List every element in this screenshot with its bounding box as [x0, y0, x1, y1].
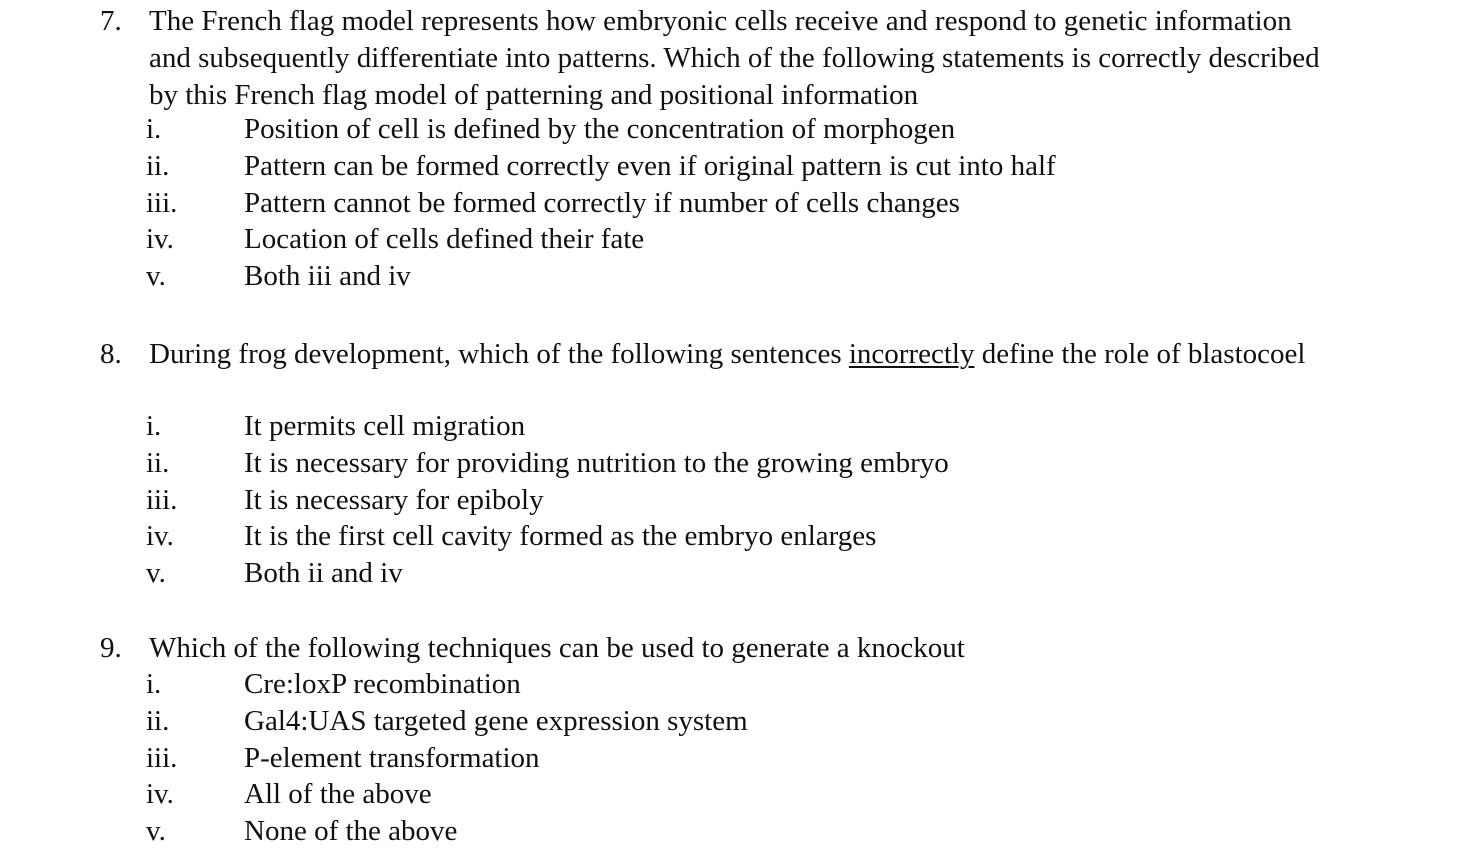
question-stem [0, 336, 1482, 373]
option-text: Pattern can be formed correctly even if original pattern is cut into half [244, 149, 1056, 182]
option-text: It permits cell migration [244, 410, 526, 442]
option-item [0, 111, 1482, 148]
underlined-word: incorrectly [848, 338, 975, 370]
option-text: P-element transformation [244, 741, 540, 774]
question-text-before: During frog development, which of the following sentences [149, 338, 849, 370]
option-list [0, 666, 1482, 850]
question-8 [0, 336, 1482, 592]
question-text-line: by this French flag model of patterning and positional information [149, 79, 919, 111]
option-item [0, 148, 1482, 185]
option-label: iii. [146, 483, 178, 516]
option-item [0, 445, 1482, 482]
option-label: iii. [146, 186, 178, 219]
option-item [0, 258, 1482, 295]
question-number: 7. [100, 5, 122, 37]
option-item [0, 221, 1482, 258]
option-label: ii. [146, 704, 170, 737]
option-text: None of the above [244, 815, 458, 848]
option-item [0, 666, 1482, 703]
question-stem [0, 630, 1482, 667]
option-list [0, 408, 1482, 592]
option-text: It is the first cell cavity formed as the embryo enlarges [244, 520, 877, 553]
option-item [0, 703, 1482, 740]
question-number: 9. [100, 632, 122, 664]
option-text: Location of cells defined their fate [244, 223, 645, 256]
option-text: Cre:loxP recombination [244, 668, 521, 700]
option-label: ii. [146, 446, 170, 479]
option-text: It is necessary for epiboly [244, 483, 544, 516]
option-label: v. [146, 260, 166, 293]
option-item [0, 185, 1482, 222]
option-label: iii. [146, 741, 178, 774]
question-text-line: and subsequently differentiate into patterns. Which of the following statements is correctly described [149, 42, 1320, 74]
option-label: v. [146, 815, 166, 848]
question-text-line: Which of the following techniques can be used to generate a knockout [149, 632, 965, 664]
option-item [0, 408, 1482, 445]
option-item [0, 482, 1482, 519]
option-text: All of the above [244, 778, 432, 811]
option-text: Gal4:UAS targeted gene expression system [244, 704, 748, 737]
option-item [0, 740, 1482, 777]
option-text: It is necessary for providing nutrition to the growing embryo [244, 446, 949, 479]
question-text [149, 630, 1449, 667]
option-label: i. [146, 410, 162, 442]
question-text [149, 3, 1449, 114]
option-label: ii. [146, 149, 170, 182]
question-text [149, 336, 1449, 373]
option-item [0, 555, 1482, 592]
question-text-line [149, 336, 1449, 373]
option-label: v. [146, 557, 166, 590]
option-label: iv. [146, 520, 174, 553]
question-7 [0, 3, 1482, 295]
option-label: iv. [146, 778, 174, 811]
option-text: Both ii and iv [244, 557, 403, 590]
question-9 [0, 630, 1482, 850]
option-item [0, 518, 1482, 555]
option-label: i. [146, 668, 162, 700]
question-text-after: define the role of blastocoel [974, 338, 1306, 370]
option-item [0, 813, 1482, 850]
option-text: Both iii and iv [244, 260, 411, 293]
option-list [0, 111, 1482, 295]
option-label: i. [146, 113, 162, 145]
question-number: 8. [100, 338, 122, 370]
option-text: Pattern cannot be formed correctly if number of cells changes [244, 186, 960, 219]
option-text: Position of cell is defined by the concentration of morphogen [244, 113, 956, 145]
question-text-line: The French flag model represents how embryonic cells receive and respond to genetic information [149, 5, 1292, 37]
question-stem [0, 3, 1482, 114]
option-item [0, 776, 1482, 813]
option-label: iv. [146, 223, 174, 256]
